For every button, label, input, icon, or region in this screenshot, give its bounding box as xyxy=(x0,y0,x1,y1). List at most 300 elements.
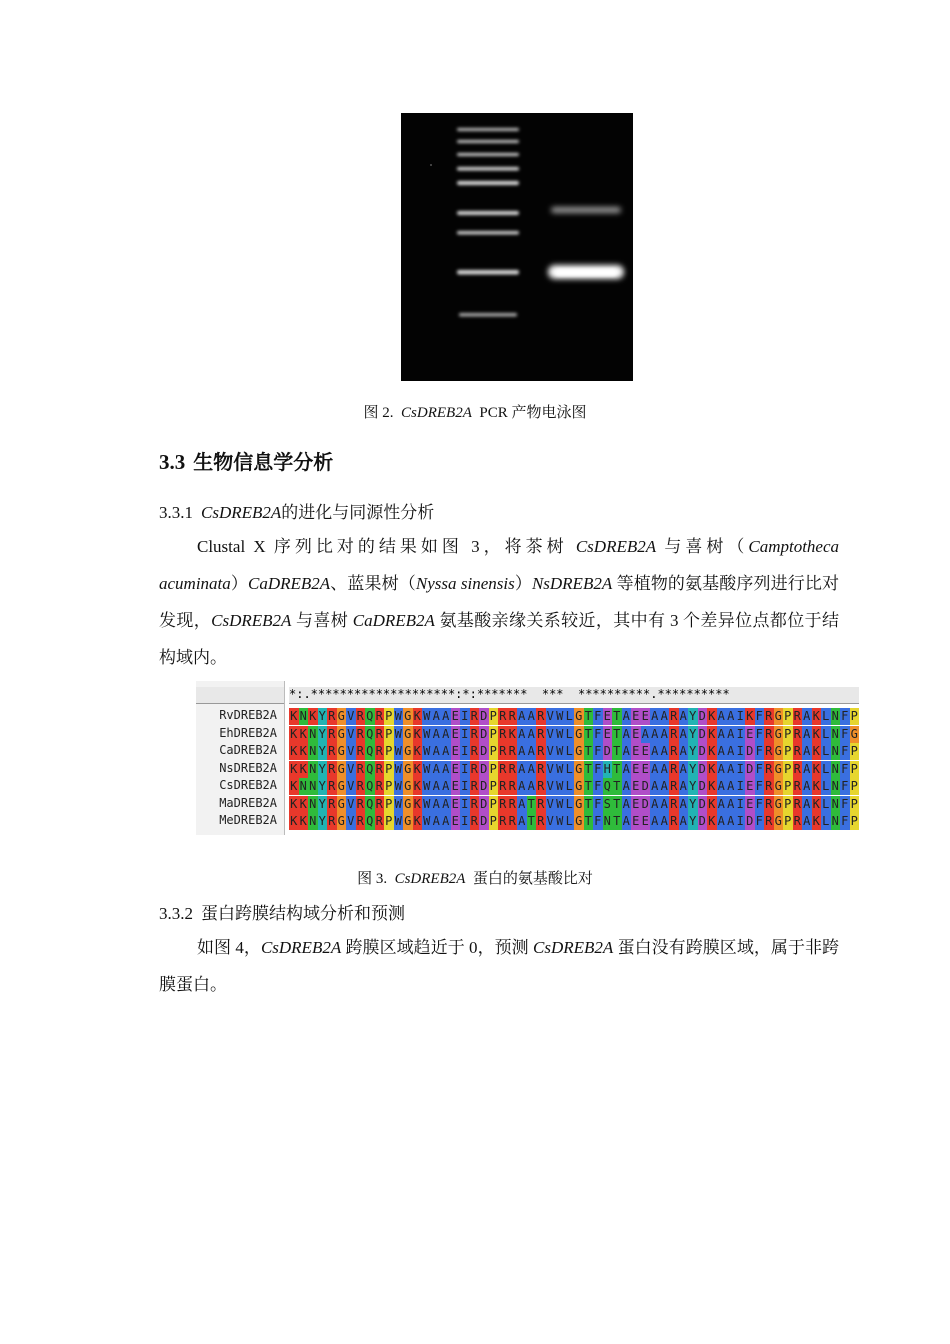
residue: P xyxy=(489,761,497,776)
text-run: 与喜树（ xyxy=(656,537,749,556)
residue: K xyxy=(413,761,421,776)
residue: L xyxy=(822,814,830,828)
residue: D xyxy=(698,779,706,793)
residue: R xyxy=(375,726,383,741)
residue: R xyxy=(765,779,773,793)
sequence-row xyxy=(289,795,859,812)
gene-name: CaDREB2A xyxy=(352,611,435,630)
residue: T xyxy=(613,709,621,723)
residue: E xyxy=(746,726,754,741)
residue: Q xyxy=(366,814,374,828)
residue: L xyxy=(565,709,573,723)
residue: A xyxy=(518,726,526,741)
residue: P xyxy=(850,814,858,828)
residue: A xyxy=(727,814,735,828)
residue: A xyxy=(432,726,440,741)
text-run: ） xyxy=(230,574,249,593)
residue: F xyxy=(594,779,602,793)
residue: Y xyxy=(689,761,697,776)
residue: F xyxy=(594,796,602,811)
residue: R xyxy=(537,796,545,811)
residue: A xyxy=(717,726,725,741)
residue: L xyxy=(822,744,830,758)
residue: G xyxy=(774,709,782,723)
gene-name: CsDREB2A xyxy=(533,938,614,957)
residue: R xyxy=(375,814,383,828)
residue: A xyxy=(651,796,659,811)
sequence-alignment-image xyxy=(196,681,859,835)
residue: R xyxy=(670,744,678,758)
residue: K xyxy=(290,796,298,811)
residue: R xyxy=(765,796,773,811)
residue: V xyxy=(546,761,554,776)
residue: W xyxy=(556,709,564,723)
text-run: Clustal X 序列比对的结果如图 3，将茶树 xyxy=(197,537,576,556)
figure-2-caption xyxy=(0,401,950,422)
residue: A xyxy=(442,744,450,758)
residue: K xyxy=(812,814,820,828)
residue: Y xyxy=(318,726,326,741)
residue: D xyxy=(480,744,488,758)
residue: A xyxy=(527,709,535,723)
residue: S xyxy=(603,796,611,811)
residue: R xyxy=(793,744,801,758)
residue: A xyxy=(622,796,630,811)
residue: R xyxy=(375,761,383,776)
residue: Q xyxy=(366,726,374,741)
residue: Y xyxy=(318,796,326,811)
residue: I xyxy=(736,744,744,758)
residue: P xyxy=(385,726,393,741)
residue: F xyxy=(594,744,602,758)
residue: F xyxy=(841,761,849,776)
residue: R xyxy=(375,796,383,811)
residue: E xyxy=(451,709,459,723)
residue: V xyxy=(546,779,554,793)
residue: F xyxy=(755,726,763,741)
residue: N xyxy=(299,709,307,723)
residue: P xyxy=(489,779,497,793)
residue: Q xyxy=(366,796,374,811)
residue: R xyxy=(537,761,545,776)
residue: A xyxy=(717,796,725,811)
residue: A xyxy=(442,709,450,723)
residue: T xyxy=(584,726,592,741)
residue: A xyxy=(527,744,535,758)
text-run: 与喜树 xyxy=(291,611,353,630)
residue: P xyxy=(784,709,792,723)
residue: G xyxy=(404,779,412,793)
residue: Y xyxy=(689,779,697,793)
residue: A xyxy=(803,814,811,828)
residue: I xyxy=(461,744,469,758)
text-run: 如图 4， xyxy=(197,938,261,957)
residue: R xyxy=(765,744,773,758)
residue: R xyxy=(356,726,364,741)
sequence-row xyxy=(289,742,859,759)
residue: I xyxy=(461,709,469,723)
residue: I xyxy=(736,726,744,741)
residue: T xyxy=(584,779,592,793)
residue: W xyxy=(423,796,431,811)
residue: R xyxy=(793,796,801,811)
residue: Q xyxy=(366,761,374,776)
residue: G xyxy=(575,796,583,811)
residue: P xyxy=(850,709,858,723)
residue: V xyxy=(347,744,355,758)
residue: A xyxy=(803,744,811,758)
caption-suffix: 蛋白的氨基酸比对 xyxy=(472,871,593,887)
residue: A xyxy=(622,709,630,723)
residue: R xyxy=(508,814,516,828)
residue: Y xyxy=(318,814,326,828)
residue: K xyxy=(708,779,716,793)
residue: A xyxy=(717,814,725,828)
residue: R xyxy=(508,761,516,776)
residue: G xyxy=(774,779,782,793)
sequence-name: NsDREB2A xyxy=(219,760,277,775)
residue: G xyxy=(404,709,412,723)
residue: I xyxy=(736,796,744,811)
residue: A xyxy=(518,761,526,776)
residue: W xyxy=(423,814,431,828)
caption-gene: CsDREB2A xyxy=(394,871,466,887)
residue: L xyxy=(822,726,830,741)
residue: N xyxy=(309,761,317,776)
residue: T xyxy=(527,814,535,828)
residue: A xyxy=(803,761,811,776)
residue: R xyxy=(508,744,516,758)
residue: A xyxy=(660,779,668,793)
residue: A xyxy=(442,779,450,793)
residue: D xyxy=(480,814,488,828)
residue: P xyxy=(385,709,393,723)
residue: Y xyxy=(689,709,697,723)
residue: Q xyxy=(603,779,611,793)
residue: N xyxy=(309,796,317,811)
text-run: ） xyxy=(514,574,532,593)
residue: R xyxy=(793,814,801,828)
residue: K xyxy=(508,726,516,741)
text-run: 蛋白没有跨膜区域，属于非跨膜蛋白。 xyxy=(159,938,840,994)
residue: Y xyxy=(318,744,326,758)
residue: D xyxy=(698,744,706,758)
residue: R xyxy=(765,814,773,828)
sample-lane xyxy=(548,207,624,279)
residue: E xyxy=(641,744,649,758)
residue: A xyxy=(717,779,725,793)
sequence-name: MaDREB2A xyxy=(219,795,277,810)
residue: K xyxy=(413,796,421,811)
residue: L xyxy=(565,744,573,758)
residue: A xyxy=(727,796,735,811)
residue: F xyxy=(841,709,849,723)
residue: A xyxy=(527,779,535,793)
residue: K xyxy=(812,709,820,723)
residue: R xyxy=(793,779,801,793)
residue: K xyxy=(299,726,307,741)
residue: G xyxy=(337,726,345,741)
residue: G xyxy=(575,779,583,793)
residue: A xyxy=(622,814,630,828)
residue: K xyxy=(299,814,307,828)
residue: N xyxy=(309,726,317,741)
residue: A xyxy=(679,726,687,741)
residue: F xyxy=(594,709,602,723)
residue: R xyxy=(356,709,364,723)
sequence-name: CaDREB2A xyxy=(219,743,277,757)
residue: R xyxy=(328,744,336,758)
residue: V xyxy=(546,744,554,758)
subsection-heading-3-3-1 xyxy=(159,498,434,523)
residue: K xyxy=(746,709,754,723)
residue: N xyxy=(831,744,839,758)
residue: A xyxy=(660,709,668,723)
name-column-header xyxy=(196,687,284,704)
residue: K xyxy=(413,814,421,828)
residue: W xyxy=(556,779,564,793)
residue: A xyxy=(432,814,440,828)
residue: R xyxy=(537,726,545,741)
residue: K xyxy=(708,744,716,758)
residue: R xyxy=(499,726,507,741)
text-run: 、蓝果树（ xyxy=(330,574,416,593)
residue: A xyxy=(803,709,811,723)
residue: G xyxy=(575,814,583,828)
sequence-row xyxy=(289,777,859,794)
residue: R xyxy=(375,744,383,758)
residue: R xyxy=(537,779,545,793)
residue: R xyxy=(470,814,478,828)
residue: G xyxy=(337,744,345,758)
sequence-name: CsDREB2A xyxy=(219,778,277,792)
residue: L xyxy=(565,779,573,793)
residue: A xyxy=(432,796,440,811)
residue: E xyxy=(632,744,640,758)
residue: R xyxy=(328,726,336,741)
residue: W xyxy=(556,761,564,776)
residue: A xyxy=(717,761,725,776)
residue: E xyxy=(451,744,459,758)
caption-prefix: 图 3. xyxy=(357,871,388,887)
residue: T xyxy=(584,761,592,776)
residue: A xyxy=(679,796,687,811)
residue: E xyxy=(641,761,649,776)
text-run: 氨基酸亲缘关系较近，其中有 3 个差异位点都位于结构域内。 xyxy=(159,611,840,667)
residue: G xyxy=(337,814,345,828)
residue: G xyxy=(404,726,412,741)
residue: A xyxy=(660,796,668,811)
residue: R xyxy=(470,744,478,758)
residue: N xyxy=(299,779,307,793)
residue: F xyxy=(755,796,763,811)
residue: R xyxy=(470,761,478,776)
residue: W xyxy=(394,761,402,776)
subsection-number: 3.3.1 xyxy=(159,503,193,522)
residue: P xyxy=(385,744,393,758)
residue: A xyxy=(622,744,630,758)
residue: W xyxy=(556,726,564,741)
residue: A xyxy=(803,726,811,741)
residue: P xyxy=(784,796,792,811)
residue: R xyxy=(670,779,678,793)
residue: G xyxy=(850,726,858,741)
residue: A xyxy=(651,814,659,828)
caption-suffix: PCR 产物电泳图 xyxy=(479,405,587,421)
species-name: Camptotheca acuminata xyxy=(159,537,840,593)
residue: A xyxy=(518,779,526,793)
residue: K xyxy=(290,744,298,758)
residue: I xyxy=(461,779,469,793)
residue: F xyxy=(755,779,763,793)
residue: K xyxy=(413,779,421,793)
residue: P xyxy=(850,779,858,793)
residue: D xyxy=(480,796,488,811)
residue: K xyxy=(812,744,820,758)
residue: P xyxy=(850,744,858,758)
residue: V xyxy=(347,796,355,811)
residue: W xyxy=(556,744,564,758)
residue: L xyxy=(822,761,830,776)
residue: F xyxy=(594,761,602,776)
residue: A xyxy=(518,796,526,811)
residue: T xyxy=(613,796,621,811)
residue: I xyxy=(461,814,469,828)
residue: D xyxy=(641,779,649,793)
residue: G xyxy=(774,726,782,741)
residue: E xyxy=(451,761,459,776)
residue: G xyxy=(774,796,782,811)
residue: K xyxy=(290,726,298,741)
paragraph-alignment-result xyxy=(159,528,839,676)
sequence-name: RvDREB2A xyxy=(219,708,277,722)
caption-prefix: 图 2. xyxy=(363,405,394,421)
residue: V xyxy=(347,814,355,828)
residue: K xyxy=(708,726,716,741)
residue: V xyxy=(546,726,554,741)
subsection-title: 的进化与同源性分析 xyxy=(281,503,435,522)
residue: T xyxy=(584,796,592,811)
residue: A xyxy=(660,726,668,741)
residue: F xyxy=(755,744,763,758)
residue: P xyxy=(385,779,393,793)
residue: I xyxy=(461,796,469,811)
residue: R xyxy=(328,796,336,811)
residue: R xyxy=(499,779,507,793)
residue: N xyxy=(603,814,611,828)
residue: N xyxy=(831,726,839,741)
residue: D xyxy=(698,796,706,811)
residue: V xyxy=(546,796,554,811)
residue: R xyxy=(499,761,507,776)
residue: P xyxy=(489,796,497,811)
residue: T xyxy=(613,814,621,828)
residue: E xyxy=(451,779,459,793)
residue: W xyxy=(394,779,402,793)
residue: G xyxy=(575,761,583,776)
residue: K xyxy=(299,796,307,811)
residue: T xyxy=(613,744,621,758)
residue: G xyxy=(404,744,412,758)
residue: V xyxy=(347,709,355,723)
residue: L xyxy=(822,709,830,723)
residue: F xyxy=(755,814,763,828)
residue: G xyxy=(337,709,345,723)
residue: G xyxy=(404,761,412,776)
residue: K xyxy=(812,726,820,741)
residue: F xyxy=(594,726,602,741)
sequence-name: MeDREB2A xyxy=(219,813,277,827)
residue: G xyxy=(337,779,345,793)
residue: A xyxy=(727,726,735,741)
residue: D xyxy=(746,761,754,776)
residue: D xyxy=(698,726,706,741)
caption-gene: CsDREB2A xyxy=(401,405,472,421)
residue: W xyxy=(556,814,564,828)
residue: V xyxy=(546,814,554,828)
residue: R xyxy=(375,779,383,793)
subsection-heading-3-3-2 xyxy=(159,899,405,924)
residue: F xyxy=(841,779,849,793)
residue: A xyxy=(803,779,811,793)
sequence-row xyxy=(289,812,859,829)
residue: A xyxy=(432,709,440,723)
residue: K xyxy=(812,761,820,776)
residue: G xyxy=(337,761,345,776)
residue: A xyxy=(432,744,440,758)
residue: W xyxy=(394,796,402,811)
residue: F xyxy=(755,709,763,723)
residue: D xyxy=(480,761,488,776)
residue: F xyxy=(594,814,602,828)
residue: D xyxy=(746,744,754,758)
residue: Y xyxy=(318,779,326,793)
residue: P xyxy=(489,814,497,828)
residue: A xyxy=(527,761,535,776)
residue: W xyxy=(394,709,402,723)
residue: G xyxy=(575,709,583,723)
residue: F xyxy=(841,744,849,758)
residue: F xyxy=(841,796,849,811)
residue: K xyxy=(413,744,421,758)
residue: R xyxy=(793,726,801,741)
residue: P xyxy=(784,761,792,776)
residue: I xyxy=(461,726,469,741)
conservation-line: *:.********************:*:******* *** **********.********** xyxy=(289,687,859,704)
residue: K xyxy=(708,761,716,776)
residue: A xyxy=(518,744,526,758)
residue: K xyxy=(708,814,716,828)
residue: E xyxy=(451,814,459,828)
residue: P xyxy=(489,726,497,741)
residue: G xyxy=(404,796,412,811)
residue: K xyxy=(812,796,820,811)
text-run: 等植物的氨基酸序列进行比对发现， xyxy=(159,574,839,630)
residue: N xyxy=(831,761,839,776)
residue: P xyxy=(784,814,792,828)
residue: Y xyxy=(318,709,326,723)
residue: A xyxy=(442,814,450,828)
residue: A xyxy=(651,726,659,741)
residue: K xyxy=(290,709,298,723)
residue: A xyxy=(651,709,659,723)
residue: Q xyxy=(366,709,374,723)
residue: D xyxy=(641,796,649,811)
residue: R xyxy=(793,761,801,776)
residue: N xyxy=(831,796,839,811)
residue: A xyxy=(622,726,630,741)
residue: R xyxy=(470,796,478,811)
